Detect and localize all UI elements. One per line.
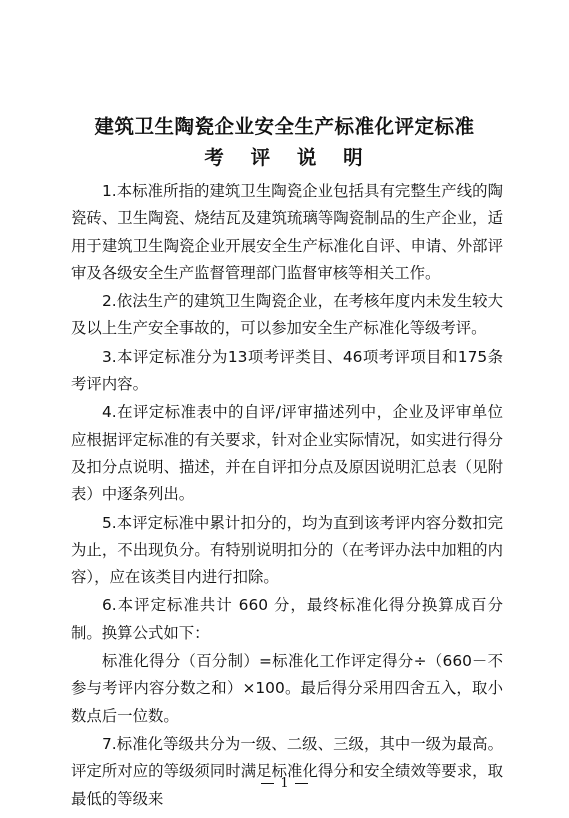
formula-paragraph: 标准化得分（百分制）=标准化工作评定得分÷（660－不参与考评内容分数之和）×100。最后得分采用四舍五入，取小数点后一位数。 <box>71 652 503 725</box>
page-number: 1 <box>280 776 289 791</box>
page-footer <box>0 776 569 792</box>
footer-dash-right <box>295 783 308 784</box>
paragraph-3: 3.本评定标准分为13项考评类目、46项考评项目和175条考评内容。 <box>71 347 503 394</box>
paragraph-2: 2.依法生产的建筑卫生陶瓷企业，在考核年度内未发生较大及以上生产安全事故的，可以参加安全生产标准化等级考评。 <box>71 292 503 338</box>
document-title: 建筑卫生陶瓷企业安全生产标准化评定标准 <box>94 115 475 138</box>
paragraph-6: 6.本评定标准共计 660 分，最终标准化得分换算成百分制。换算公式如下： <box>71 596 503 642</box>
paragraph-1: 1.本标准所指的建筑卫生陶瓷企业包括具有完整生产线的陶瓷砖、卫生陶瓷、烧结瓦及建筑琉璃等陶瓷制品的生产企业，适用于建筑卫生陶瓷企业开展安全生产标准化自评、申请、外部评审及各级安全生产监督管理部门监督审核等相关工作。 <box>71 182 503 282</box>
document-subtitle: 考 评 说 明 <box>204 146 373 169</box>
paragraph-4: 4.在评定标准表中的自评/评审描述列中，企业及评审单位应根据评定标准的有关要求，针对企业实际情况，如实进行得分及扣分点说明、描述，并在自评扣分点及原因说明汇总表（见附表）中逐条列出。 <box>71 403 503 504</box>
document-body <box>71 178 503 814</box>
footer-dash-left <box>261 783 274 784</box>
paragraph-5: 5.本评定标准中累计扣分的，均为直到该考评内容分数扣完为止，不出现负分。有特别说明扣分的（在考评办法中加粗的内容），应在该类目内进行扣除。 <box>71 513 503 587</box>
paragraph-7: 7.标准化等级共分为一级、二级、三级，其中一级为最高。评定所对应的等级须同时满足标准化得分和安全绩效等要求，取最低的等级来 <box>71 734 503 808</box>
